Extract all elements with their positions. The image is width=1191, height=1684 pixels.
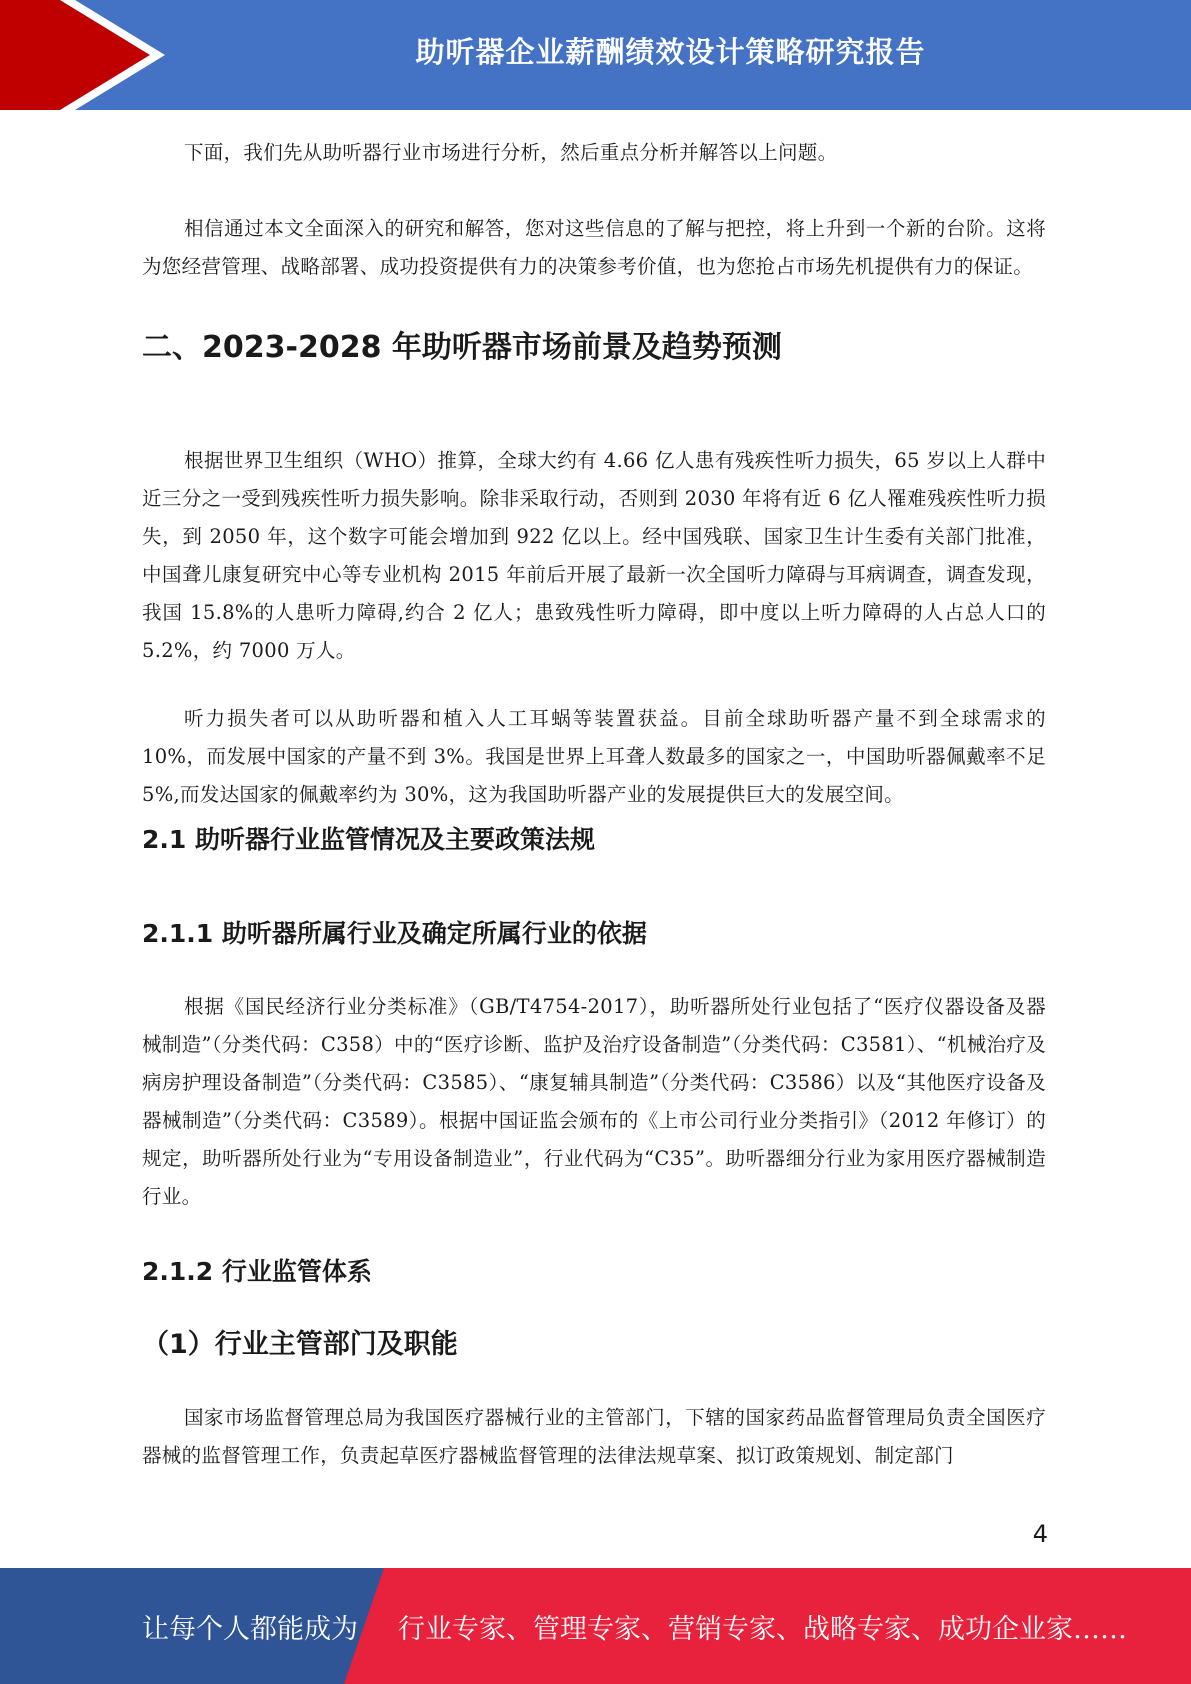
item-heading-authority: （1）行业主管部门及职能	[142, 1329, 458, 1360]
paragraph-who-stats: 根据世界卫生组织（WHO）推算，全球大约有 4.66 亿人患有残疾性听力损失，65 岁以上人群中近三分之一受到残疾性听力损失影响。除非采取行动，否则到 2030 年将有近 6 亿人罹难残疾性听力损失，到 2050 年，这个数字可能会增加到 922 亿以上。经中国残联、国家卫生计生委有关部门批准，中国聋儿康复研究中心等专业机构 2015 年前后开展了最新一次全国听力障碍与耳病调查，调查发现，我国 15.8%的人患听力障碍,约合 2 亿人；患致残性听力障碍，即中度以上听力障碍的人占总人口的 5.2%，约 7000 万人。	[142, 449, 1046, 662]
paragraph-market-space: 听力损失者可以从助听器和植入人工耳蜗等装置获益。目前全球助听器产量不到全球需求的 10%，而发展中国家的产量不到 3%。我国是世界上耳聋人数最多的国家之一，中国助听器佩戴率不足 5%,而发达国家的佩戴率约为 30%，这为我国助听器产业的发展提供巨大的发展空间。	[142, 707, 1046, 806]
subsection-heading-2-1: 2.1 助听器行业监管情况及主要政策法规	[142, 825, 595, 854]
footer-slogan-right: 行业专家、管理专家、营销专家、战略专家、成功企业家……	[398, 1613, 1127, 1645]
section-heading: 二、2023-2028 年助听器市场前景及趋势预测	[142, 330, 782, 365]
page-header	[0, 0, 1191, 110]
subsection-heading-2-1-2: 2.1.2 行业监管体系	[142, 1257, 372, 1286]
paragraph-industry-classification: 根据《国民经济行业分类标准》（GB/T4754-2017），助听器所处行业包括了“医疗仪器设备及器械制造”（分类代码：C358）中的“医疗诊断、监护及治疗设备制造”（分类代码：C3581）、“机械治疗及病房护理设备制造”（分类代码：C3585）、“康复辅具制造”（分类代码：C3586）以及“其他医疗设备及器械制造”（分类代码：C3589）。根据中国证监会颁布的《上市公司行业分类指引》（2012 年修订）的规定，助听器所处行业为“专用设备制造业”，行业代码为“C35”。助听器细分行业为家用医疗器械制造行业。	[142, 995, 1046, 1208]
footer-slogan-left: 让每个人都能成为	[142, 1613, 358, 1645]
page-number: 4	[1032, 1520, 1048, 1548]
page-footer	[0, 1568, 1191, 1684]
subsection-heading-2-1-1: 2.1.1 助听器所属行业及确定所属行业的依据	[142, 919, 647, 948]
page-content	[142, 130, 1046, 1475]
paragraph-value: 相信通过本文全面深入的研究和解答，您对这些信息的了解与把控，将上升到一个新的台阶。这将为您经营管理、战略部署、成功投资提供有力的决策参考价值，也为您抢占市场先机提供有力的保证。	[142, 217, 1046, 278]
paragraph-intro: 下面，我们先从助听器行业市场进行分析，然后重点分析并解答以上问题。	[184, 141, 838, 164]
header-title: 助听器企业薪酬绩效设计策略研究报告	[415, 34, 926, 69]
paragraph-authority: 国家市场监督管理总局为我国医疗器械行业的主管部门，下辖的国家药品监督管理局负责全国医疗器械的监督管理工作，负责起草医疗器械监督管理的法律法规草案、拟订政策规划、制定部门	[142, 1406, 1046, 1467]
